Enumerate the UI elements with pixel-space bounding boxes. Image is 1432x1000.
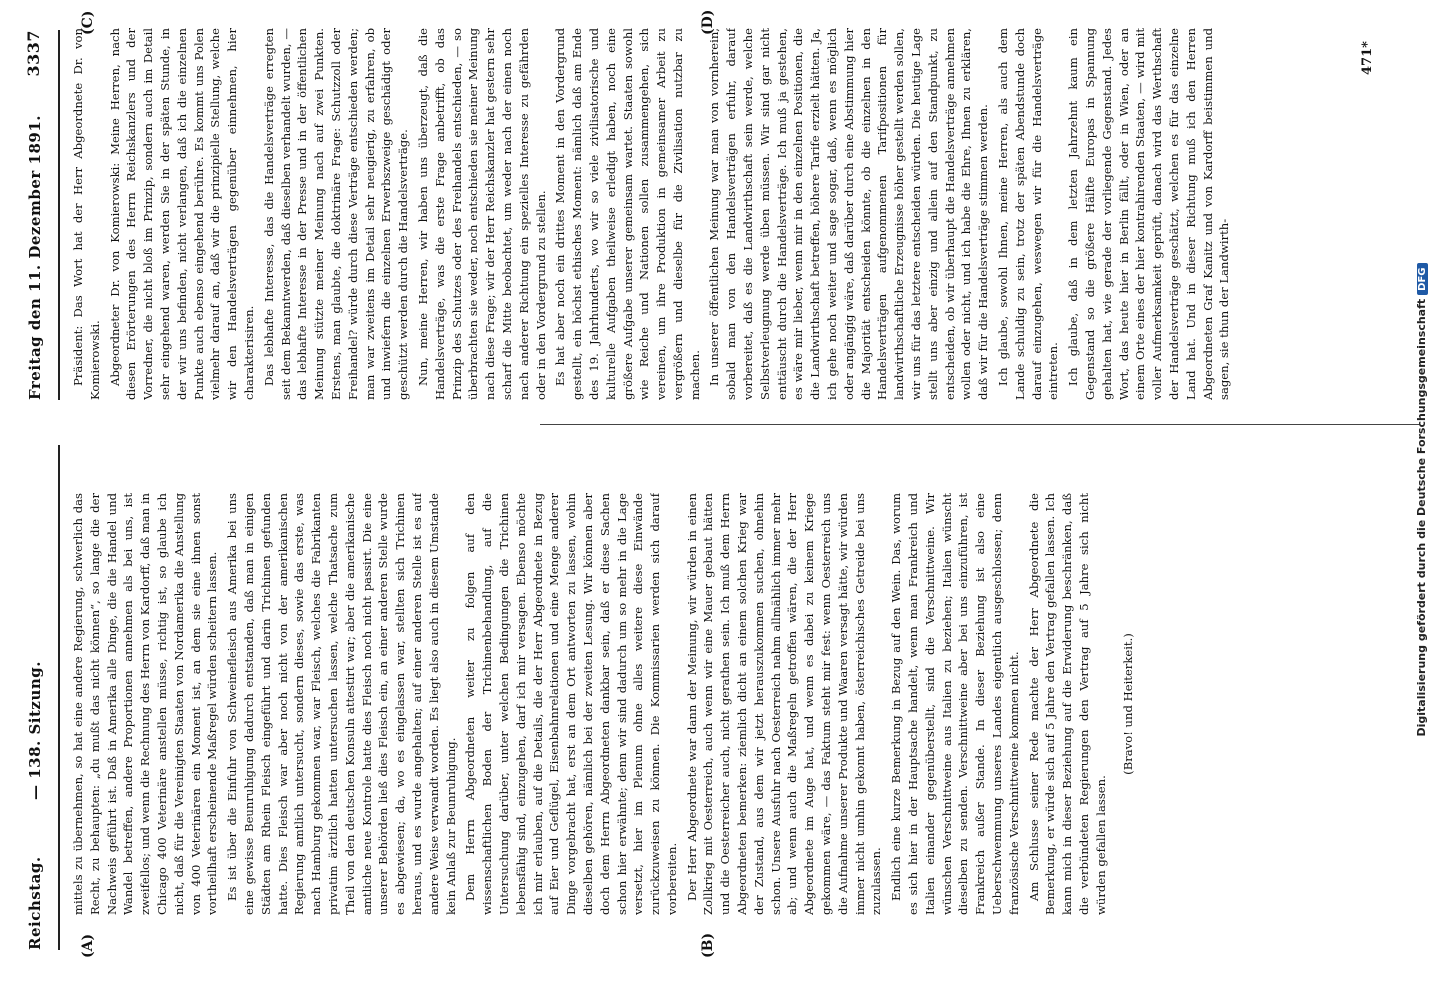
paragraph: Es ist über die Einfuhr von Schweinefleisch aus Amerika bei uns eine gewisse Beunruhigung dadurch entstanden, daß man in einigen Städten am Rhein Fleisch eingeführt und darin Trichinen gefunden hatte. Dies Fleisch war aber noch nicht von der amerikanischen Regierung amtlich untersucht, sondern dieses, sowie das erste, was nach Hamburg gekommen war, war Fleisch, welches die Fabrikanten privatim ärztlich hatten untersuchen lassen, welche Thatsache zum Theil von den deutschen Konsuln attestirt war; aber die amerikanische amtliche neue Kontrole hatte dies Fleisch noch nicht passirt. Die eine unserer Behörden ließ dies Fleisch ein, an einer anderen Stelle wurde es abgewiesen; da, wo es eingelassen war, stellten sich Trichinen heraus, und es wurde angehalten; auf einer anderen Stelle ist es auf andere Weise verwandt worden. Es liegt also auch in diesem Umstande kein Anlaß zur Beunruhigung. [225,493,458,915]
paragraph: Präsident: Das Wort hat der Herr Abgeordnete Dr. von Komierowski. [71,28,102,400]
page-number: 3337 [24,30,43,77]
header-date: Freitag den 11. Dezember 1891. [26,115,44,400]
paragraph: Ich glaube, sowohl Ihnen, meine Herren, als auch dem Lande schuldig zu sein, trotz der späten Abendstunde doch darauf einzugehen, weswegen wir für die Handelsverträge eintreten. [996,28,1061,400]
text-column-left [70,493,1370,915]
header-left [18,450,58,950]
sheet-number: 471* [1360,41,1375,75]
paragraph: Dem Herrn Abgeordneten weiter zu folgen auf den wissenschaftlichen Boden der Trichinenbehandlung, auf die Untersuchung darüber, unter welchen Bedingungen die Trichinen lebensfähig sind, einzugehen, darf ich mir versagen. Ebenso möchte ich mir erlauben, auf die Details, die der Herr Abgeordnete in Bezug auf Eier und Geflügel, Eisenbahnrelationen und eine Menge anderer Dinge vorgebracht hat, erst an dem Ort antworten zu lassen, wohin dieselben gehören, nämlich bei der zweiten Lesung. Wir können aber doch dem Herrn Abgeordneten dankbar sein, daß er diese Sachen schon hier erwähnte; denn wir sind dadurch um so mehr in die Lage versetzt, hier im Plenum ohne alles weitere diese Einwände zurückzuweisen zu können. Die Kommissarien werden sich darauf vorbereiten. [463,493,679,915]
paragraph: Abgeordneter Dr. von Komierowski: Meine Herren, nach diesen Erörterungen des Herrn Reichskanzlers und der Vorredner, die nicht bloß im Prinzip, sondern auch im Detail sehr eingehend waren, werden Sie in der späten Stunde, in der wir uns befinden, nicht verlangen, daß ich die einzelnen Punkte auch ebenso eingehend berühre. Es kommt uns Polen vielmehr darauf an, daß wir die prinzipielle Stellung, welche wir den Handelsverträgen gegenüber einnehmen, hier charakterisiren. [107,28,256,400]
digitization-credit [1415,0,1429,1000]
credit-text: Digitalisierung gefördert durch die Deutsche Forschungsgemeinschaft [1415,298,1428,737]
column-divider [540,424,1420,425]
text-column-right [70,28,1370,400]
paragraph: Der Herr Abgeordnete war dann der Meinung, wir würden in einen Zollkrieg mit Oesterreich, auch wenn wir eine Mauer gebaut hätten und die Oesterreicher auch, nicht gerathen sein. Ich muß dem Herrn Abgeordneten bemerken: ziemlich dicht an einem solchen Krieg war der Zustand, aus dem wir jetzt herauszukommen suchen, ohnehin schon. Unsere Ausfuhr nach Oesterreich nahm allmählich immer mehr ab; und wenn auch die Maßregeln getroffen wären, die der Herr Abgeordnete im Auge hat, und wenn es dabei zu keinem Kriege gekommen wäre, — das Faktum steht mir fest: wenn Oesterreich uns die Aufnahme unserer Produkte und Waaren versagt hätte, wir würden immer nicht umhin gekonnt haben, österreichisches Getreide bei uns zuzulassen. [684,493,884,915]
paragraph: Nun, meine Herren, wir haben uns überzeugt, daß die Handelsverträge, was die erste Frage anbetrifft, ob das Prinzip des Schutzes oder des Freihandels entschieden, — so überbrachten sie weder, noch entschieden sie meiner Meinung nach diese Frage; wir der Herr Reichskanzler hat gestern sehr scharf die Mitte beobachtet, um weder nach der einen noch nach anderer Richtung ein spezielles Interesse zu gefährden oder in den Vordergrund zu stellen. [415,28,548,400]
paragraph: Endlich eine kurze Bemerkung in Bezug auf den Wein. Das, worum es sich hier in der Hauptsache handelt, wenn man Frankreich und Italien einander gegenüberstellt, sind die Verschnittweine. Wir wünschen Verschnittweine aus Italien zu beziehen; Italien wünscht dieselben zu senden. Verschnittweine aber bei uns einzuführen, ist Frankreich außer Stande. In dieser Beziehung ist also eine Ueberschwemmung unseres Landes eigentlich ausgeschlossen; denn französische Verschnittweine kommen nicht. [889,493,1021,915]
paragraph: In unserer öffentlichen Meinung war man von vornherein, sobald man von den Handelsverträgen erfuhr, darauf vorbereitet, daß es die Landwirthschaft sein werde, welche Selbstverleugnung werde üben müssen. Wir sind gar nicht enttäuscht durch die Handelsverträge. Ich muß ja gestehen, es wäre mir lieber, wenn mir in den einzelnen Positionen, die die Landwirthschaft betreffen, höhere Tarife erzielt hätten. Ja, ich gehe noch weiter und sage sogar, daß, wenn es möglich oder angängig wäre, daß darüber durch eine Abstimmung hier die Majorität entscheiden könnte, ob die einzelnen in den Handelsverträgen aufgenommenen Tarifpositionen für landwirthschaftliche Erzeugnisse höher gestellt werden sollen, wir uns für das letztere entscheiden würden. Die heutige Lage stellt uns aber einzig und allein auf den Standpunkt, zu entscheiden, ob wir überhaupt die Handelsverträge annehmen wollen oder nicht, und ich habe die Ehre, Ihnen zu erklären, daß wir für die Handelsverträge stimmen werden. [707,28,991,400]
margin-marker-d: (D) [700,9,716,35]
margin-marker-c: (C) [80,10,96,35]
header-rule-right [58,30,60,400]
paragraph: Am Schlusse seiner Rede machte der Herr Abgeordnete die Bemerkung, er würde sich auf 5 Jahre den Vertrag gefallen lassen. Ich kann mich in dieser Beziehung auf die Erwiderung beschränken, daß die verbündeten Regierungen den Vertrag auf 5 Jahre sich nicht würden gefallen lassen. [1026,493,1108,915]
margin-marker-b: (B) [700,932,716,958]
header-right [18,30,58,400]
margin-marker-a: (A) [80,933,96,958]
header-left-label: Reichstag. [26,856,44,950]
paragraph: Ich glaube, daß in dem letzten Jahrzehnt kaum ein Gegenstand so die größere Hälfte Europas in Spannung gehalten hat, wie gerade der vorliegende Gegenstand. Jedes Wort, das heute hier in Berlin fällt, oder in Wien, oder an einem Orte eines der hier kontrahirenden Staaten, — wird mit voller Aufmerksamkeit geprüft, danach wird das Werthschaft der Handelsverträge geschätzt, welchen es für das einzelne Land hat. Und in dieser Richtung muß ich den Herren Abgeordneten Graf Kanitz und von Kardorff beistimmen und sagen, sie thun der Landwirth- [1066,28,1232,400]
header-left-paging: — 138. Sitzung. [26,661,44,800]
header-rule-left [58,445,60,950]
paragraph: Das lebhafte Interesse, das die Handelsverträge erregten seit dem Bekanntwerden, daß dieselben verhandelt wurden, — das lebhafte Interesse in der Presse und in der öffentlichen Meinung stützte meiner Meinung nach auf zwei Punkten. Erstens, man glaubte, die doktrinäre Frage: Schutzzoll oder Freihandel? würde durch diese Verträge entschieden werden; man war zweitens im Detail sehr neugierig, zu erfahren, ob und inwiefern die einzelnen Erwerbszweige geschädigt oder geschützt werden durch die Handelsverträge. [261,28,411,400]
paragraph: Es hat aber noch ein drittes Moment in den Vordergrund gestellt, ein höchst ethisches Moment: nämlich daß am Ende des 19. Jahrhunderts, wo wir so viele zivilisatorische und kulturelle Aufgaben theilweise erledigt haben, noch eine größere Aufgabe unserer gemeinsam wartet. Staaten sowohl wie Reiche und Nationen sollen zusammengehen, sich vereinen, um ihre Produktion in gemeinsamer Arbeit zu vergrößern und dieselbe für die Zivilisation nutzbar zu machen. [553,28,702,400]
dfg-logo: DFG [1417,264,1428,295]
paragraph: mittels zu übernehmen, so hat eine andere Regierung, schwerlich das Recht, zu behaupten: „du mußt das nicht können“, so lange die der Nachweis geführt ist. Daß in Amerika alle Dinge, die die Handel und Wandel betreffen, andere Proportionen annehmen als bei uns, ist zweifellos; und wenn die Rechnung des Herrn von Kardorff, daß man in Chicago 400 Veterinäre anstellen müsse, richtig ist, so glaube ich nicht, daß für die Vereinigten Staaten von Nordamerika die Anstellung von 400 Veterinären ein Moment ist, an dem sie eine ihnen sonst vortheilhaft erscheinende Maßregel würden scheitern lassen. [71,493,220,915]
applause-note: (Bravo! und Heiterkeit.) [1120,633,1135,775]
